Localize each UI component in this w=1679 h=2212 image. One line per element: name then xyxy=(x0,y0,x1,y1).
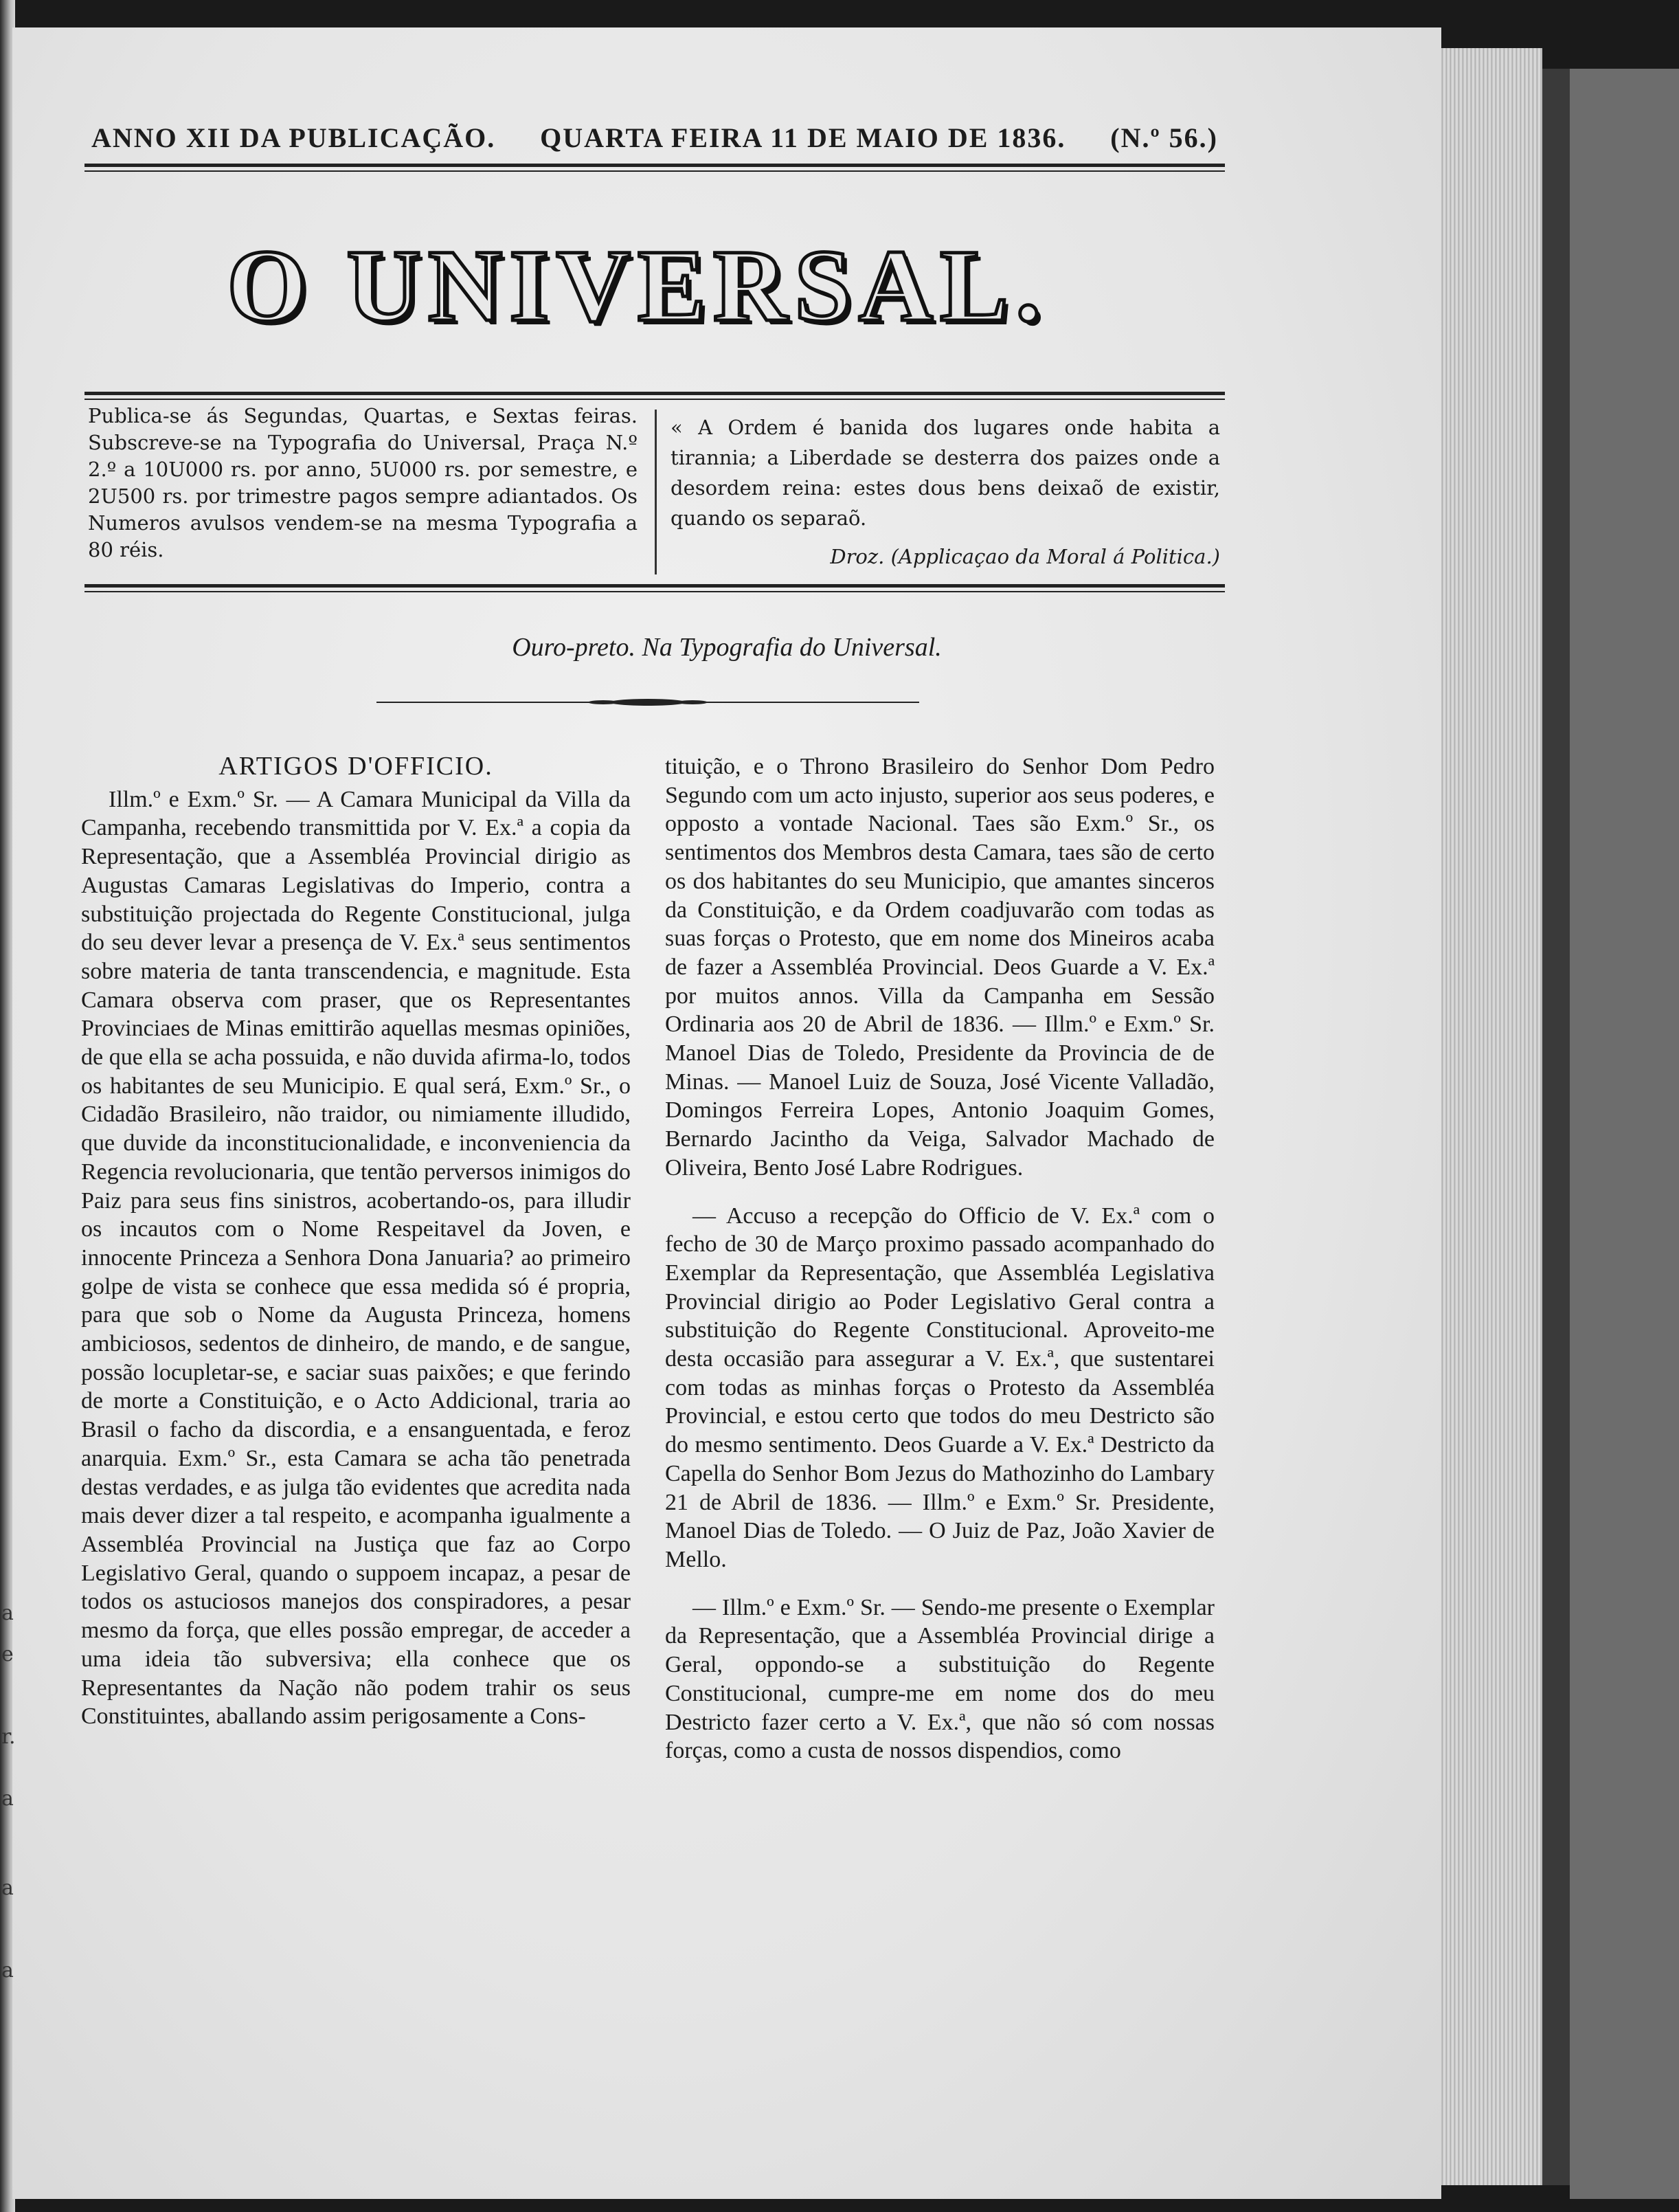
issue-number: (N.º 56.) xyxy=(1110,122,1218,153)
article-paragraph: — Illm.º e Exm.º Sr. — Sendo-me presente o Exemplar da Representação, que a Assembléa Provincial dirige a Geral, oppondo-se a substituição do Regente Constitucional, cumpre-me em nome dos do meu Destricto fazer certo a V. Ex.ª, que não só com nossas forças, como a custa de nossos dispendios, como xyxy=(665,1594,1215,1764)
epigraph-source: Droz. (Applicaçao da Moral á Politica.) xyxy=(830,545,1220,568)
imprint-line: Ouro-preto. Na Typografia do Universal. xyxy=(512,633,942,662)
publication-year: ANNO XII DA PUBLICAÇÃO. xyxy=(91,122,496,153)
header-rule xyxy=(84,164,1225,167)
margin-letter: a xyxy=(1,1601,14,1625)
book-cover-edge xyxy=(1542,69,1570,2185)
margin-letter: a xyxy=(1,1876,14,1900)
subscription-notice: Publica-se ás Segundas, Quartas, e Sextas feiras. Subscreve-se na Typografia do Universal, Praça N.º 2.º a 10U000 rs. por anno, 5U000 rs. por semestre, e 2U500 rs. por trimestre pagos sempre adiantados. Os Numeros avulsos vendem-se na mesma Typografia a 80 réis. xyxy=(88,404,638,561)
margin-letter: a xyxy=(1,1958,14,1982)
issue-header-line xyxy=(91,117,1218,158)
column-divider xyxy=(655,410,657,574)
epigraph xyxy=(671,412,1220,572)
ornamental-rule xyxy=(376,697,919,707)
article-paragraph: — Accuso a recepção do Officio de V. Ex.ª com o fecho de 30 de Março proximo passado acompanhado do Exemplar da Representação, que Assembléa Legislativa Provincial dirigio ao Poder Legislativo Geral contra a substituição do Regente Constitucional. Aproveito-me desta occasião para assegurar a V. Ex.ª, que sustentarei com todas as minhas forças o Protesto da Assembléa Provincial, e estou certo que todos do meu Destricto são do mesmo sentimento. Deos Guarde a V. Ex.ª Destricto da Capella do Senhor Bom Jezus do Mathozinho do Lambary 21 de Abril de 1836. — Illm.º e Exm.º Sr. Presidente, Manoel Dias de Toledo. — O Juiz de Paz, João Xavier de Mello. xyxy=(665,1203,1215,1572)
page-edges xyxy=(1439,48,1542,2185)
section-heading: ARTIGOS D'OFFICIO. xyxy=(218,752,493,781)
issue-date: QUARTA FEIRA 11 DE MAIO DE 1836. xyxy=(540,122,1066,153)
epigraph-text: « A Ordem é banida dos lugares onde habita a tirannia; a Liberdade se desterra dos paizes onde a desordem reina: estes dous bens deixaõ de existir, quando os separaõ. xyxy=(671,416,1220,530)
masthead-title: O UNIVERSAL. xyxy=(227,229,1048,343)
margin-letter: e xyxy=(1,1642,14,1666)
subscription-rule xyxy=(84,584,1225,588)
article-paragraph: Illm.º e Exm.º Sr. — A Camara Municipal da Villa da Campanha, recebendo transmittida por V. Ex.ª a copia da Representação, que a Assembléa Provincial dirigio as Augustas Camaras Legislativas do Imperio, contra a substituição projectada do Regente Constitucional, julga do seu dever levar a presença de V. Ex.ª seus sentimentos sobre materia de tanta transcendencia, e magnitude. Esta Camara observa com praser, que os Representantes Provinciaes de Minas emittirão aquellas mesmas opiniões, de que ella se acha possuida, e não duvida afirma-lo, todos os habitantes de seu Municipio. E qual será, Exm.º Sr., o Cidadão Brasileiro, não traidor, ou nimiamente illudido, que duvide da inconstitucionalidade, e inconveniencia da Regencia revolucionaria, que tentão perversos inimigos do Paiz para seus fins sinistros, acobertando-os, para illudir os incautos com o Nome Respeitavel da Joven, e innocente Princeza a Senhora Dona Januaria? ao primeiro golpe de vista se conhece que essa medida só é propria, para que sob o Nome da Augusta Princeza, homens ambiciosos, sedentos de dinheiro, de mando, e de sangue, possão locupletar-se, e saciar suas paixões; e que ferindo de morte a Constituição, e o Acto Addicional, traria ao Brasil o facho da discordia, e a ensanguentada, e feroz anarquia. Exm.º Sr., esta Camara se acha tão penetrada destas verdades, e as julga tão evidentes que acredita nada mais dever dizer a tal respeito, e acompanha igualmente a Assembléa Provincial na Justiça que faz ao Corpo Legislativo Geral, quando o suppoem incapaz, a pesar de todos os astuciosos manejos dos conspiradores, a pesar mesmo da força, que elles possão empregar, de acceder a uma ideia tão subversiva; ella conhece que os Representantes da Nação não podem trahir os seus Constituintes, aballando assim perigosamente a Cons- xyxy=(81,786,631,1730)
margin-letter: a xyxy=(1,1787,14,1811)
newspaper-page xyxy=(12,27,1441,2199)
masthead-rule xyxy=(84,392,1225,395)
article-left-column xyxy=(81,752,631,1731)
margin-letter: r. xyxy=(1,1725,16,1749)
book-backing xyxy=(1570,69,1679,2199)
article-paragraph: tituição, e o Throno Brasileiro do Senhor Dom Pedro Segundo com um acto injusto, superior aos seus poderes, e opposto a vontade Nacional. Taes são Exm.º Sr., os sentimentos dos Membros desta Camara, taes são de certo os dos habitantes do seu Municipio, que amantes sinceros da Constituição, e da Ordem coadjuvarão com todas as suas forças o Protesto, que em nome dos Mineiros acaba de fazer a Assembléa Provincial. Deos Guarde a V. Ex.ª por muitos annos. Villa da Campanha em Sessão Ordinaria aos 20 de Abril de 1836. — Illm.º e Exm.º Sr. Manoel Dias de Toledo, Presidente da Provincia de de Minas. — Manoel Luiz de Souza, José Vicente Valladão, Domingos Ferreira Lopes, Antonio Joaquim Gomes, Bernardo Jacintho da Veiga, Salvador Machado de Oliveira, Bento José Labre Rodrigues. xyxy=(665,754,1215,1181)
article-right-column xyxy=(665,752,1215,1765)
